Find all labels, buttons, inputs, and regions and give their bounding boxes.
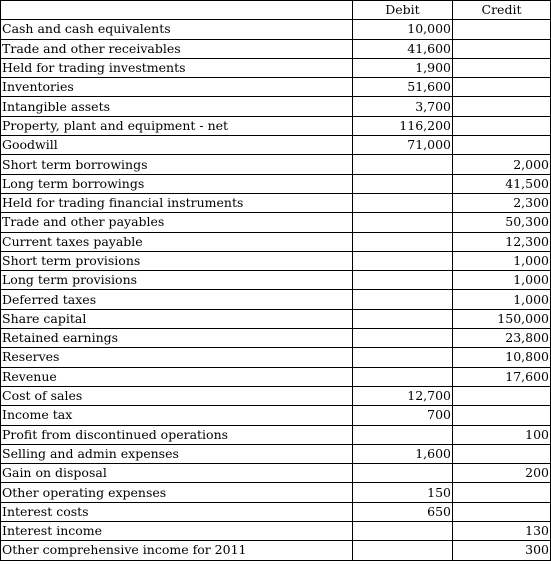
table-row (1, 78, 551, 97)
account-cell: Share capital (1, 309, 353, 328)
table-row (1, 193, 551, 212)
table-row (1, 329, 551, 348)
header-debit: Debit (353, 1, 453, 20)
debit-cell: 12,700 (353, 386, 453, 405)
header-row (1, 1, 551, 20)
account-cell: Current taxes payable (1, 232, 353, 251)
table-row (1, 425, 551, 444)
account-cell: Profit from discontinued operations (1, 425, 353, 444)
table-row (1, 502, 551, 521)
account-cell: Retained earnings (1, 329, 353, 348)
debit-cell (353, 251, 453, 270)
table-row (1, 251, 551, 270)
account-cell: Long term provisions (1, 271, 353, 290)
account-cell: Reserves (1, 348, 353, 367)
debit-cell: 41,600 (353, 39, 453, 58)
table-row (1, 136, 551, 155)
account-cell: Gain on disposal (1, 464, 353, 483)
table-row (1, 464, 551, 483)
table-row (1, 155, 551, 174)
credit-cell: 300 (453, 541, 551, 560)
account-cell: Other comprehensive income for 2011 (1, 541, 353, 560)
debit-cell (353, 367, 453, 386)
table-row (1, 20, 551, 39)
account-cell: Interest income (1, 522, 353, 541)
header-account (1, 1, 353, 20)
table-row (1, 97, 551, 116)
credit-cell: 2,300 (453, 193, 551, 212)
account-cell: Short term borrowings (1, 155, 353, 174)
account-cell: Property, plant and equipment - net (1, 116, 353, 135)
debit-cell: 650 (353, 502, 453, 521)
debit-cell (353, 271, 453, 290)
table-row (1, 348, 551, 367)
credit-cell: 130 (453, 522, 551, 541)
credit-cell (453, 444, 551, 463)
debit-cell: 71,000 (353, 136, 453, 155)
account-cell: Revenue (1, 367, 353, 386)
debit-cell: 1,900 (353, 58, 453, 77)
debit-cell (353, 155, 453, 174)
credit-cell (453, 20, 551, 39)
credit-cell: 17,600 (453, 367, 551, 386)
account-cell: Goodwill (1, 136, 353, 155)
table-row (1, 386, 551, 405)
account-cell: Cost of sales (1, 386, 353, 405)
table-row (1, 174, 551, 193)
debit-cell (353, 522, 453, 541)
table-row (1, 367, 551, 386)
debit-cell (353, 193, 453, 212)
debit-cell: 51,600 (353, 78, 453, 97)
credit-cell: 150,000 (453, 309, 551, 328)
debit-cell: 150 (353, 483, 453, 502)
debit-cell (353, 541, 453, 560)
credit-cell: 1,000 (453, 290, 551, 309)
debit-cell (353, 425, 453, 444)
debit-cell: 116,200 (353, 116, 453, 135)
credit-cell: 10,800 (453, 348, 551, 367)
credit-cell: 2,000 (453, 155, 551, 174)
debit-cell (353, 232, 453, 251)
debit-cell: 10,000 (353, 20, 453, 39)
credit-cell: 1,000 (453, 251, 551, 270)
credit-cell: 1,000 (453, 271, 551, 290)
table-row (1, 290, 551, 309)
account-cell: Interest costs (1, 502, 353, 521)
debit-cell (353, 464, 453, 483)
credit-cell: 12,300 (453, 232, 551, 251)
table-row (1, 232, 551, 251)
account-cell: Trade and other payables (1, 213, 353, 232)
table-row (1, 406, 551, 425)
account-cell: Held for trading financial instruments (1, 193, 353, 212)
credit-cell (453, 386, 551, 405)
debit-cell (353, 174, 453, 193)
credit-cell: 50,300 (453, 213, 551, 232)
debit-cell (353, 309, 453, 328)
account-cell: Trade and other receivables (1, 39, 353, 58)
account-cell: Intangible assets (1, 97, 353, 116)
account-cell: Other operating expenses (1, 483, 353, 502)
credit-cell (453, 97, 551, 116)
credit-cell: 23,800 (453, 329, 551, 348)
credit-cell: 200 (453, 464, 551, 483)
account-cell: Selling and admin expenses (1, 444, 353, 463)
header-credit: Credit (453, 1, 551, 20)
table-body (1, 20, 551, 560)
credit-cell (453, 406, 551, 425)
table-row (1, 444, 551, 463)
table-row (1, 39, 551, 58)
account-cell: Inventories (1, 78, 353, 97)
credit-cell (453, 136, 551, 155)
debit-cell: 3,700 (353, 97, 453, 116)
table-row (1, 309, 551, 328)
debit-cell: 1,600 (353, 444, 453, 463)
credit-cell (453, 58, 551, 77)
debit-cell: 700 (353, 406, 453, 425)
account-cell: Held for trading investments (1, 58, 353, 77)
account-cell: Short term provisions (1, 251, 353, 270)
table-row (1, 58, 551, 77)
credit-cell (453, 39, 551, 58)
credit-cell (453, 116, 551, 135)
account-cell: Income tax (1, 406, 353, 425)
credit-cell (453, 78, 551, 97)
debit-cell (353, 348, 453, 367)
debit-cell (353, 290, 453, 309)
debit-cell (353, 329, 453, 348)
debit-cell (353, 213, 453, 232)
account-cell: Long term borrowings (1, 174, 353, 193)
account-cell: Cash and cash equivalents (1, 20, 353, 39)
credit-cell (453, 502, 551, 521)
credit-cell: 100 (453, 425, 551, 444)
table-row (1, 522, 551, 541)
account-cell: Deferred taxes (1, 290, 353, 309)
table-row (1, 116, 551, 135)
table-row (1, 213, 551, 232)
table-row (1, 483, 551, 502)
table-row (1, 541, 551, 560)
credit-cell (453, 483, 551, 502)
credit-cell: 41,500 (453, 174, 551, 193)
table-row (1, 271, 551, 290)
